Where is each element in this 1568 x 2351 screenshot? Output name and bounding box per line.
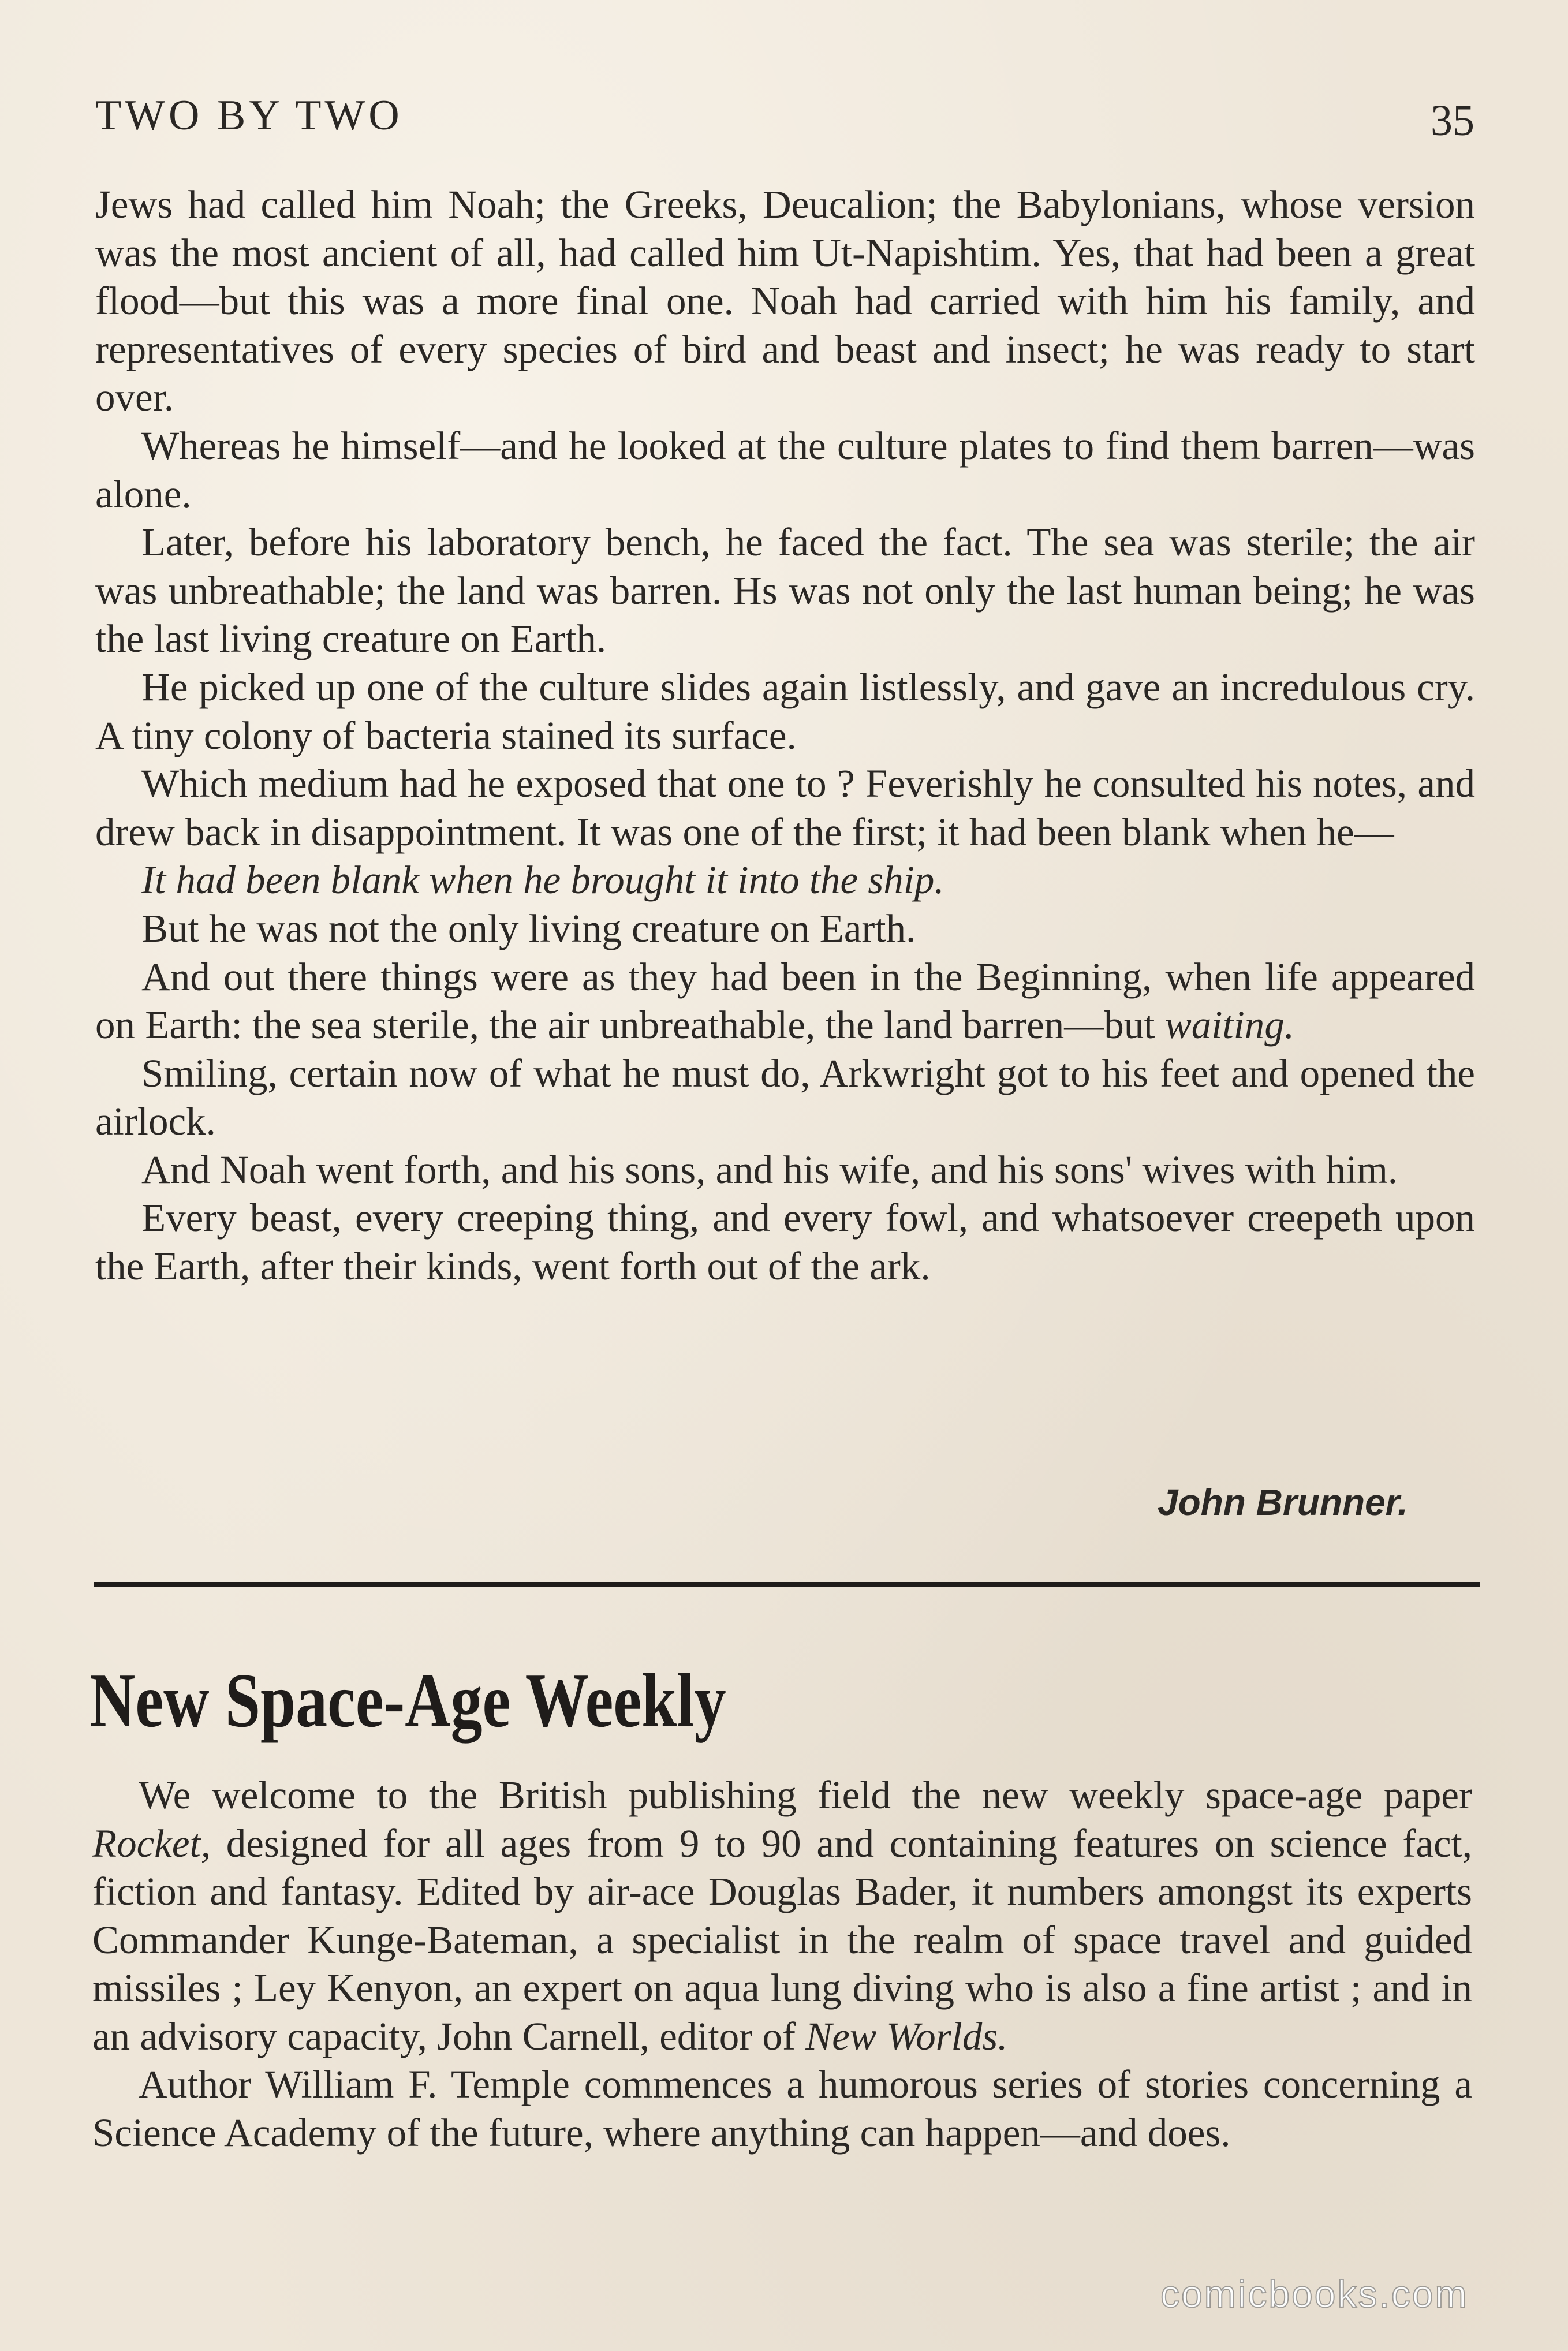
italic-line: It had been blank when he brought it into the ship. xyxy=(141,858,944,902)
article-paragraph xyxy=(92,1771,1472,2061)
story-paragraph: Smiling, certain now of what he must do, Arkwright got to his feet and opened the airlock. xyxy=(95,1051,1475,1144)
section-divider xyxy=(94,1582,1480,1587)
story-paragraph: Later, before his laboratory bench, he faced the fact. The sea was sterile; the air was unbreathable; the land was barren. Hs was not only the last human being; he was the last living creature on Earth. xyxy=(95,520,1475,661)
article-text-span: designed for all ages from 9 to 90 and containing features on science fact, fiction and fantasy. Edited by air-ace Douglas Bader, it numbers amongst its experts Commander Kunge-Bateman, a specialist in the realm of space travel and guided missiles ; Ley Kenyon, an expert on aqua lung diving who is also a fine artist ; and in an advisory capacity, John Carnell, editor of xyxy=(92,1821,1473,2058)
story-paragraph: Which medium had he exposed that one to ? Feverishly he consulted his notes, and drew back in disappointment. It was one of the first; it had been blank when he— xyxy=(95,762,1475,854)
watermark: comicbooks.com xyxy=(1160,2272,1469,2315)
magazine-title-rocket: Rocket, xyxy=(92,1821,211,1865)
italic-word: waiting. xyxy=(1164,1003,1294,1047)
story-paragraph xyxy=(95,953,1475,1050)
story-text-span: And out there things were as they had been in the Beginning, when life appeared on Earth: the sea sterile, the air unbreathable, the land barren—but xyxy=(95,954,1475,1047)
story-paragraph: Jews had called him Noah; the Greeks, Deucalion; the Babylonians, whose version was the most ancient of all, had called him Ut-Napishtim. Yes, that had been a great flood—but this was a more final one. Noah had carried with him his family, and representatives of every species of bird and beast and insect; he was ready to start over. xyxy=(95,182,1475,420)
story-paragraph: He picked up one of the culture slides again listlessly, and gave an incredulous cry. A tiny colony of bacteria stained its surface. xyxy=(95,665,1475,757)
story-paragraph: Every beast, every creeping thing, and every fowl, and whatsoever creepeth upon the Earth, after their kinds, went forth out of the ark. xyxy=(95,1196,1475,1289)
story-paragraph: Whereas he himself—and he looked at the culture plates to find them barren—was alone. xyxy=(95,423,1475,516)
author-byline: John Brunner. xyxy=(1158,1481,1408,1523)
story-paragraph: And Noah went forth, and his sons, and his wife, and his sons' wives with him. xyxy=(141,1147,1398,1192)
page-number: 35 xyxy=(1431,96,1474,145)
article-paragraph: Author William F. Temple commences a humorous series of stories concerning a Science Academy of the future, where anything can happen—and does. xyxy=(92,2062,1472,2155)
article-text xyxy=(92,1771,1472,2157)
magazine-title-new-worlds: New Worlds. xyxy=(805,2014,1008,2058)
story-paragraph: But he was not the only living creature on Earth. xyxy=(141,906,916,950)
article-text-span: We welcome to the British publishing field the new weekly space-age paper xyxy=(139,1773,1472,1817)
running-head: TWO BY TWO xyxy=(95,92,403,139)
story-text xyxy=(95,181,1475,1291)
story-paragraph-italic xyxy=(95,856,1475,905)
article-headline: New Space-Age Weekly xyxy=(89,1658,726,1743)
